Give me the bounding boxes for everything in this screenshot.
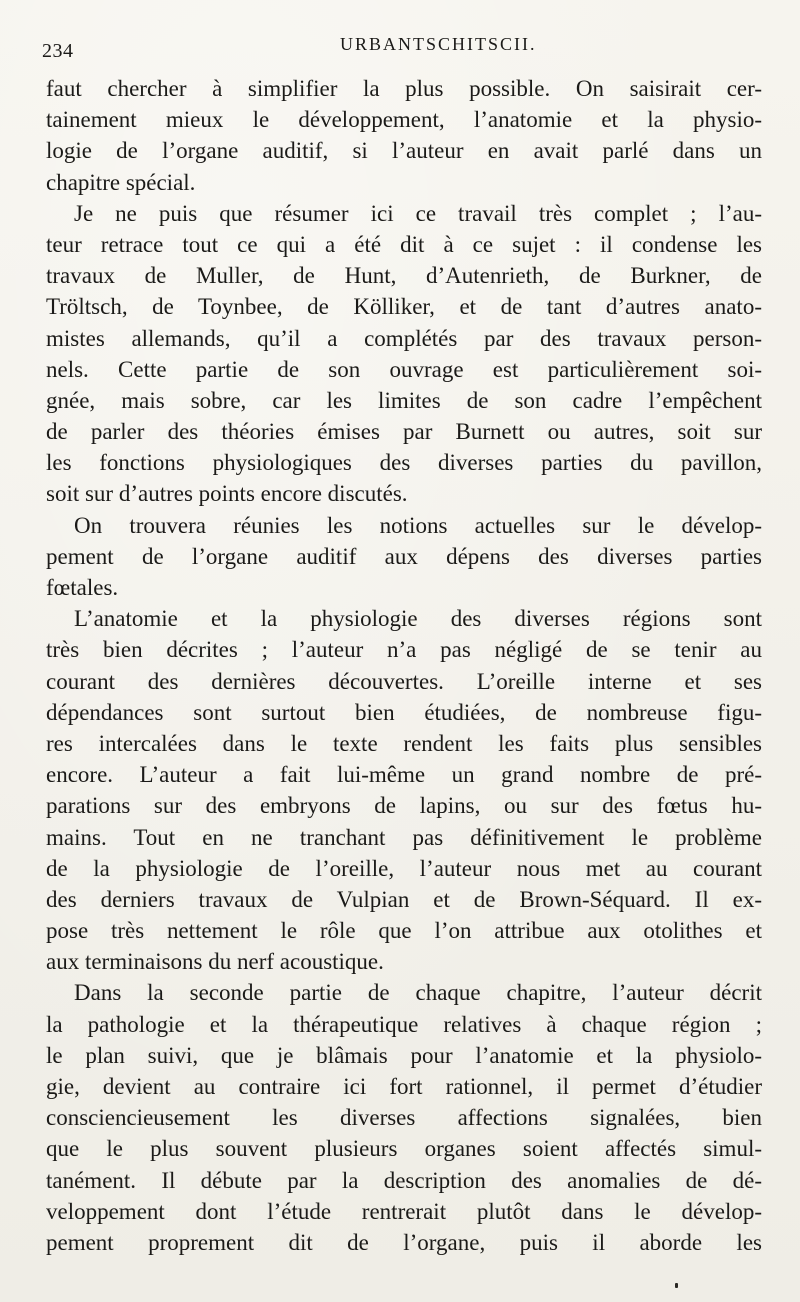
text-line: encore. L’auteur a fait lui-même un grand nombre de pré- [46, 762, 762, 788]
text-line: pose très nettement le rôle que l’on attribue aux otolithes et [46, 918, 762, 944]
text-line: dépendances sont surtout bien étudiées, de nombreuse figu- [46, 699, 762, 725]
text-line: mains. Tout en ne tranchant pas définitivement le problème [46, 824, 762, 850]
printer-mark [675, 1283, 678, 1288]
paragraph-start-line: L’anatomie et la physiologie des diverses régions sont [74, 606, 762, 632]
running-head: URBANTSCHITSCII. [340, 34, 537, 54]
text-line: faut chercher à simplifier la plus possible. On saisirait cer- [46, 76, 762, 101]
text-line: fœtales. [46, 575, 119, 600]
text-line: aux terminaisons du nerf acoustique. [46, 949, 384, 975]
text-line: gie, devient au contraire ici fort rationnel, il permet d’étudier [46, 1074, 762, 1099]
text-line: de la physiologie de l’oreille, l’auteur nous met au courant [46, 855, 762, 881]
paragraph-start-line: On trouvera réunies les notions actuelles sur le dévelop- [74, 512, 762, 538]
text-line: parations sur des embryons de lapins, ou sur des fœtus hu- [46, 793, 762, 819]
text-line: très bien décrites ; l’auteur n’a pas négligé de se tenir au [46, 637, 762, 663]
text-line: les fonctions physiologiques des diverses parties du pavillon, [46, 450, 762, 476]
text-line: logie de l’organe auditif, si l’auteur en avait parlé dans un [46, 138, 762, 164]
paragraph-start-line: Dans la seconde partie de chaque chapitre, l’auteur décrit [74, 980, 762, 1006]
text-line: tanément. Il débute par la description des anomalies de dé- [46, 1167, 762, 1193]
text-line: res intercalées dans le texte rendent les faits plus sensibles [46, 730, 762, 756]
text-line: le plan suivi, que je blâmais pour l’anatomie et la physiolo- [46, 1042, 762, 1068]
text-line: gnée, mais sobre, car les limites de son cadre l’empêchent [46, 387, 762, 413]
page-header [42, 34, 770, 64]
text-line: chapitre spécial. [46, 169, 196, 195]
text-line: tainement mieux le développement, l’anatomie et la physio- [46, 107, 762, 133]
text-line: mistes allemands, qu’il a complétés par des travaux person- [46, 325, 762, 351]
page-number: 234 [42, 40, 74, 62]
text-line: soit sur d’autres points encore discutés. [46, 481, 408, 507]
text-line: consciencieusement les diverses affections signalées, bien [46, 1105, 762, 1131]
text-line: teur retrace tout ce qui a été dit à ce sujet : il condense les [46, 231, 762, 257]
text-line: veloppement dont l’étude rentrerait plutôt dans le dévelop- [46, 1198, 762, 1224]
text-line: Tröltsch, de Toynbee, de Kölliker, et de tant d’autres anato- [46, 294, 762, 320]
text-line: de parler des théories émises par Burnett ou autres, soit sur [46, 419, 762, 445]
text-line: courant des dernières découvertes. L’oreille interne et ses [46, 668, 762, 694]
text-line: des derniers travaux de Vulpian et de Brown-Séquard. Il ex- [46, 886, 762, 912]
body-text [46, 73, 762, 1258]
text-line: nels. Cette partie de son ouvrage est particulièrement soi- [46, 356, 762, 382]
text-line: pement proprement dit de l’organe, puis il aborde les [46, 1229, 762, 1255]
text-line: travaux de Muller, de Hunt, d’Autenrieth, de Burkner, de [46, 263, 762, 289]
text-line: que le plus souvent plusieurs organes soient affectés simul- [46, 1136, 762, 1162]
paragraph-start-line: Je ne puis que résumer ici ce travail très complet ; l’au- [74, 200, 762, 226]
text-line: pement de l’organe auditif aux dépens des diverses parties [46, 543, 762, 569]
text-line: la pathologie et la thérapeutique relatives à chaque région ; [46, 1011, 762, 1037]
